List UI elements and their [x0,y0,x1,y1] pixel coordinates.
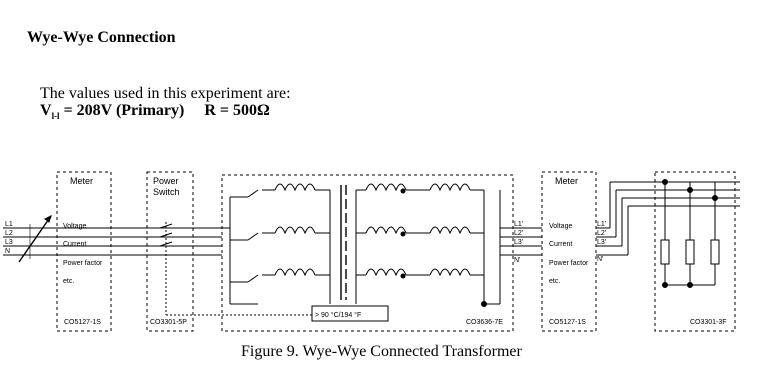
transformer-output-l1: L1' [514,221,524,228]
meter2-item-current: Current [549,241,573,248]
meter2-item-etc: etc. [549,278,561,285]
transformer-output-l3: L3' [514,239,524,246]
meter2-box [542,172,596,331]
voltage-symbol: V [40,102,52,119]
resistance-value: R = 500Ω [204,102,270,119]
transformer-output-n: N' [514,257,521,264]
meter2-item-power-factor: Power factor [549,260,589,267]
transformer-output-l2: L2' [514,230,524,237]
meter1-box [57,172,111,331]
line-label-l3: L3 [5,239,13,246]
switch-code: CO3301-5P [150,319,187,326]
meter2-code: CO5127-1S [549,319,586,326]
intro-text: The values used in this experiment are: [40,85,291,102]
section-heading: Wye-Wye Connection [27,29,176,46]
meter2-input-l3: L3' [597,239,607,246]
meter1-title: Meter [70,176,94,186]
transformer-box [222,175,513,331]
voltage-value: = 208V (Primary) [59,102,185,119]
line-label-l1: L1 [5,221,13,228]
switch-title-line2: Switch [153,187,180,197]
meter2-input-n: N' [597,256,604,263]
line-label-l2: L2 [5,230,13,237]
meter1-item-power-factor: Power factor [63,260,103,267]
line-label-n: N [5,248,11,255]
figure-caption: Figure 9. Wye-Wye Connected Transformer [241,343,522,360]
load-box [655,172,735,331]
meter2-title: Meter [555,176,579,186]
temp-label: > 90 °C/194 °F [315,312,362,319]
transformer-code: CO3636-7E [466,319,503,326]
meter1-code: CO5127-1S [64,319,101,326]
switch-title-line1: Power [153,176,179,186]
meter2-input-l2: L2' [597,230,607,237]
meter1-item-etc: etc. [63,278,75,285]
load-code: CO3301-3F [690,319,727,326]
voltage-subscript: l-l [51,111,60,122]
meter2-input-l1: L1' [597,221,607,228]
meter1-item-voltage: Voltage [63,223,87,230]
meter2-item-voltage: Voltage [549,223,573,230]
meter1-item-current: Current [63,241,87,248]
